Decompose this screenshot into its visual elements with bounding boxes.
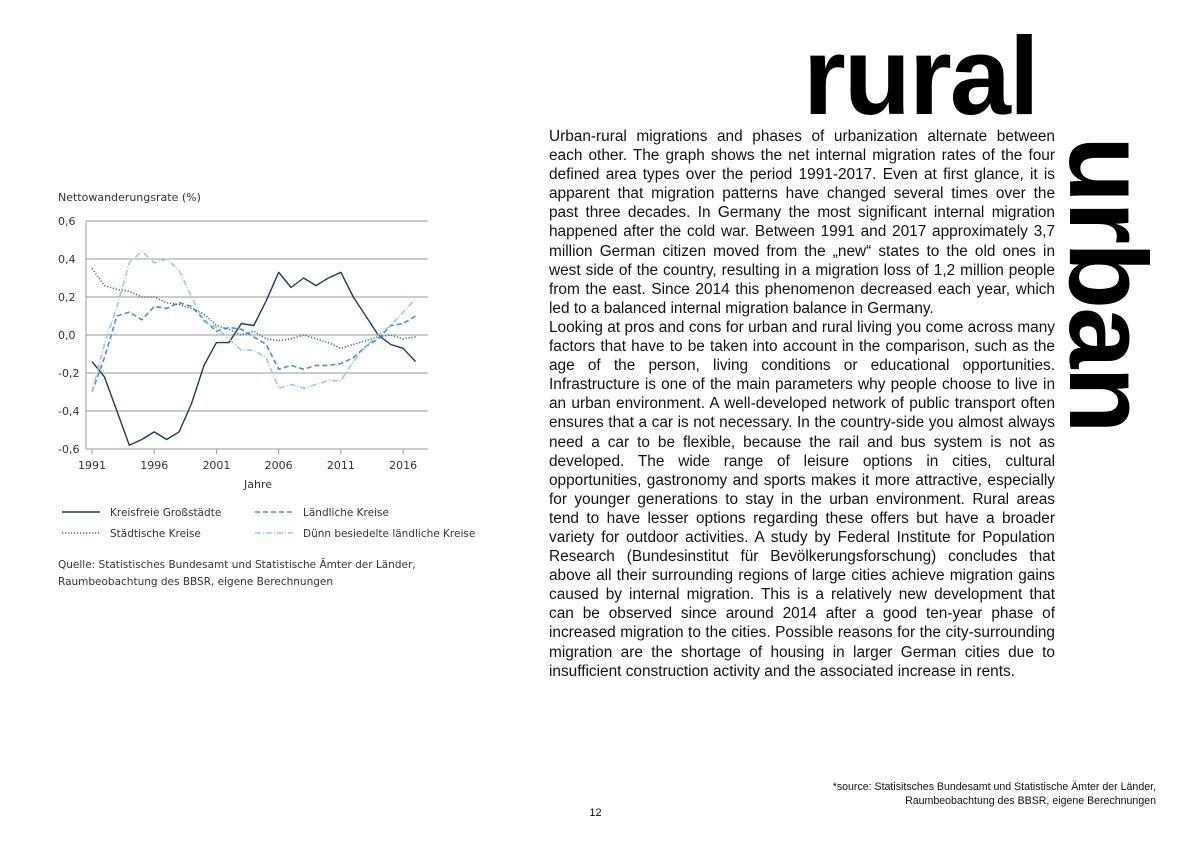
chart-canvas (0, 0, 540, 620)
y-tick-label: 0,0 (58, 329, 76, 342)
y-tick-label: 0,2 (58, 291, 76, 304)
source-footnote-line-1: *source: Statisitsches Bundesamt und Statistische Ämter der Länder, (832, 781, 1156, 793)
y-tick-label: -0,6 (58, 443, 80, 456)
series-lines (92, 251, 416, 445)
chart-source-line-2: Raumbeobachtung des BBSR, eigene Berechnungen (58, 576, 334, 588)
legend-label: Dünn besiedelte ländliche Kreise (303, 528, 476, 540)
legend-label: Ländliche Kreise (303, 507, 389, 519)
x-tick-label: 1991 (78, 459, 106, 472)
x-axis-label: Jahre (244, 478, 273, 491)
series-line (92, 251, 416, 392)
y-tick-label: -0,2 (58, 367, 80, 380)
paragraph-2: Looking at pros and cons for urban and rural living you come across many factors that have to be taken into account in the comparison, such as the age of the person, living conditions or educational opportunities. Infrastructure is one of the main parameters why people choose to live in an urban environment. A well-developed network of public transport often ensures that a car is not necessary. In the country-side you almost always need a car to be flexible, because the rail and bus system is not as developed. The wide range of leisure options in cities, cultural opportunities, gastronomy and sports makes it more attractive, especially for younger generations to stay in the urban environment. Rural areas tend to have lesser options regarding these offers but have a broader variety for outdoor activities. A study by Federal Institute for Population Research (Bundesinstitut für Bevölkerungsforschung) concludes that above all their surrounding regions of large cities achieve migration gains caused by internal migration. This is a relatively new development that can be observed since around 2014 after a good ten-year phase of increased migration to the cities. Possible reasons for the city-surrounding migration are the shortage of housing in larger German cities due to insufficient construction activity and the associated increase in rents. (549, 318, 1055, 680)
x-tick-label: 2001 (202, 459, 231, 472)
legend-label: Kreisfreie Großstädte (110, 507, 222, 519)
x-tick-label: 2006 (264, 459, 293, 472)
source-footnote (736, 780, 1156, 808)
headline-rural: rural (803, 15, 1038, 138)
series-line (92, 303, 416, 392)
chart-source-line-1: Quelle: Statistisches Bundesamt und Statistische Ämter der Länder, (58, 559, 416, 571)
series-line (92, 272, 416, 445)
y-axis-label: Nettowanderungsrate (%) (58, 191, 201, 204)
source-footnote-line-2: Raumbeobachtung des BBSR, eigene Berechnungen (905, 795, 1156, 807)
migration-chart (0, 0, 540, 620)
y-tick-labels (58, 215, 79, 456)
y-tick-label: 0,4 (58, 253, 76, 266)
article-body (549, 127, 1055, 681)
y-tick-label: 0,6 (58, 215, 76, 228)
x-tick-label: 2016 (389, 459, 418, 472)
legend-label: Städtische Kreise (110, 528, 201, 540)
y-tick-label: -0,4 (58, 405, 80, 418)
page-number: 12 (589, 807, 602, 819)
paragraph-1: Urban-rural migrations and phases of urbanization alternate between each other. The graph shows the net internal migration rates of the four defined area types over the period 1991-2017. Even at first glance, it is apparent that migration patterns have changed several times over the past three decades. In Germany the most significant internal migration happened after the cold war. Between 1991 and 2017 approximately 3,7 million German citizen moved from the „new“ states to the old ones in west side of the country, resulting in a migration loss of 1,2 million people from the east. Since 2014 this phenomenon decreased each year, which led to a balanced internal migration balance in Germany. (549, 128, 1055, 317)
x-tick-label: 2011 (326, 459, 355, 472)
headline-urban: urban (1046, 136, 1169, 432)
x-tick-labels (78, 459, 417, 472)
legend (62, 507, 475, 540)
x-tick-label: 1996 (140, 459, 169, 472)
